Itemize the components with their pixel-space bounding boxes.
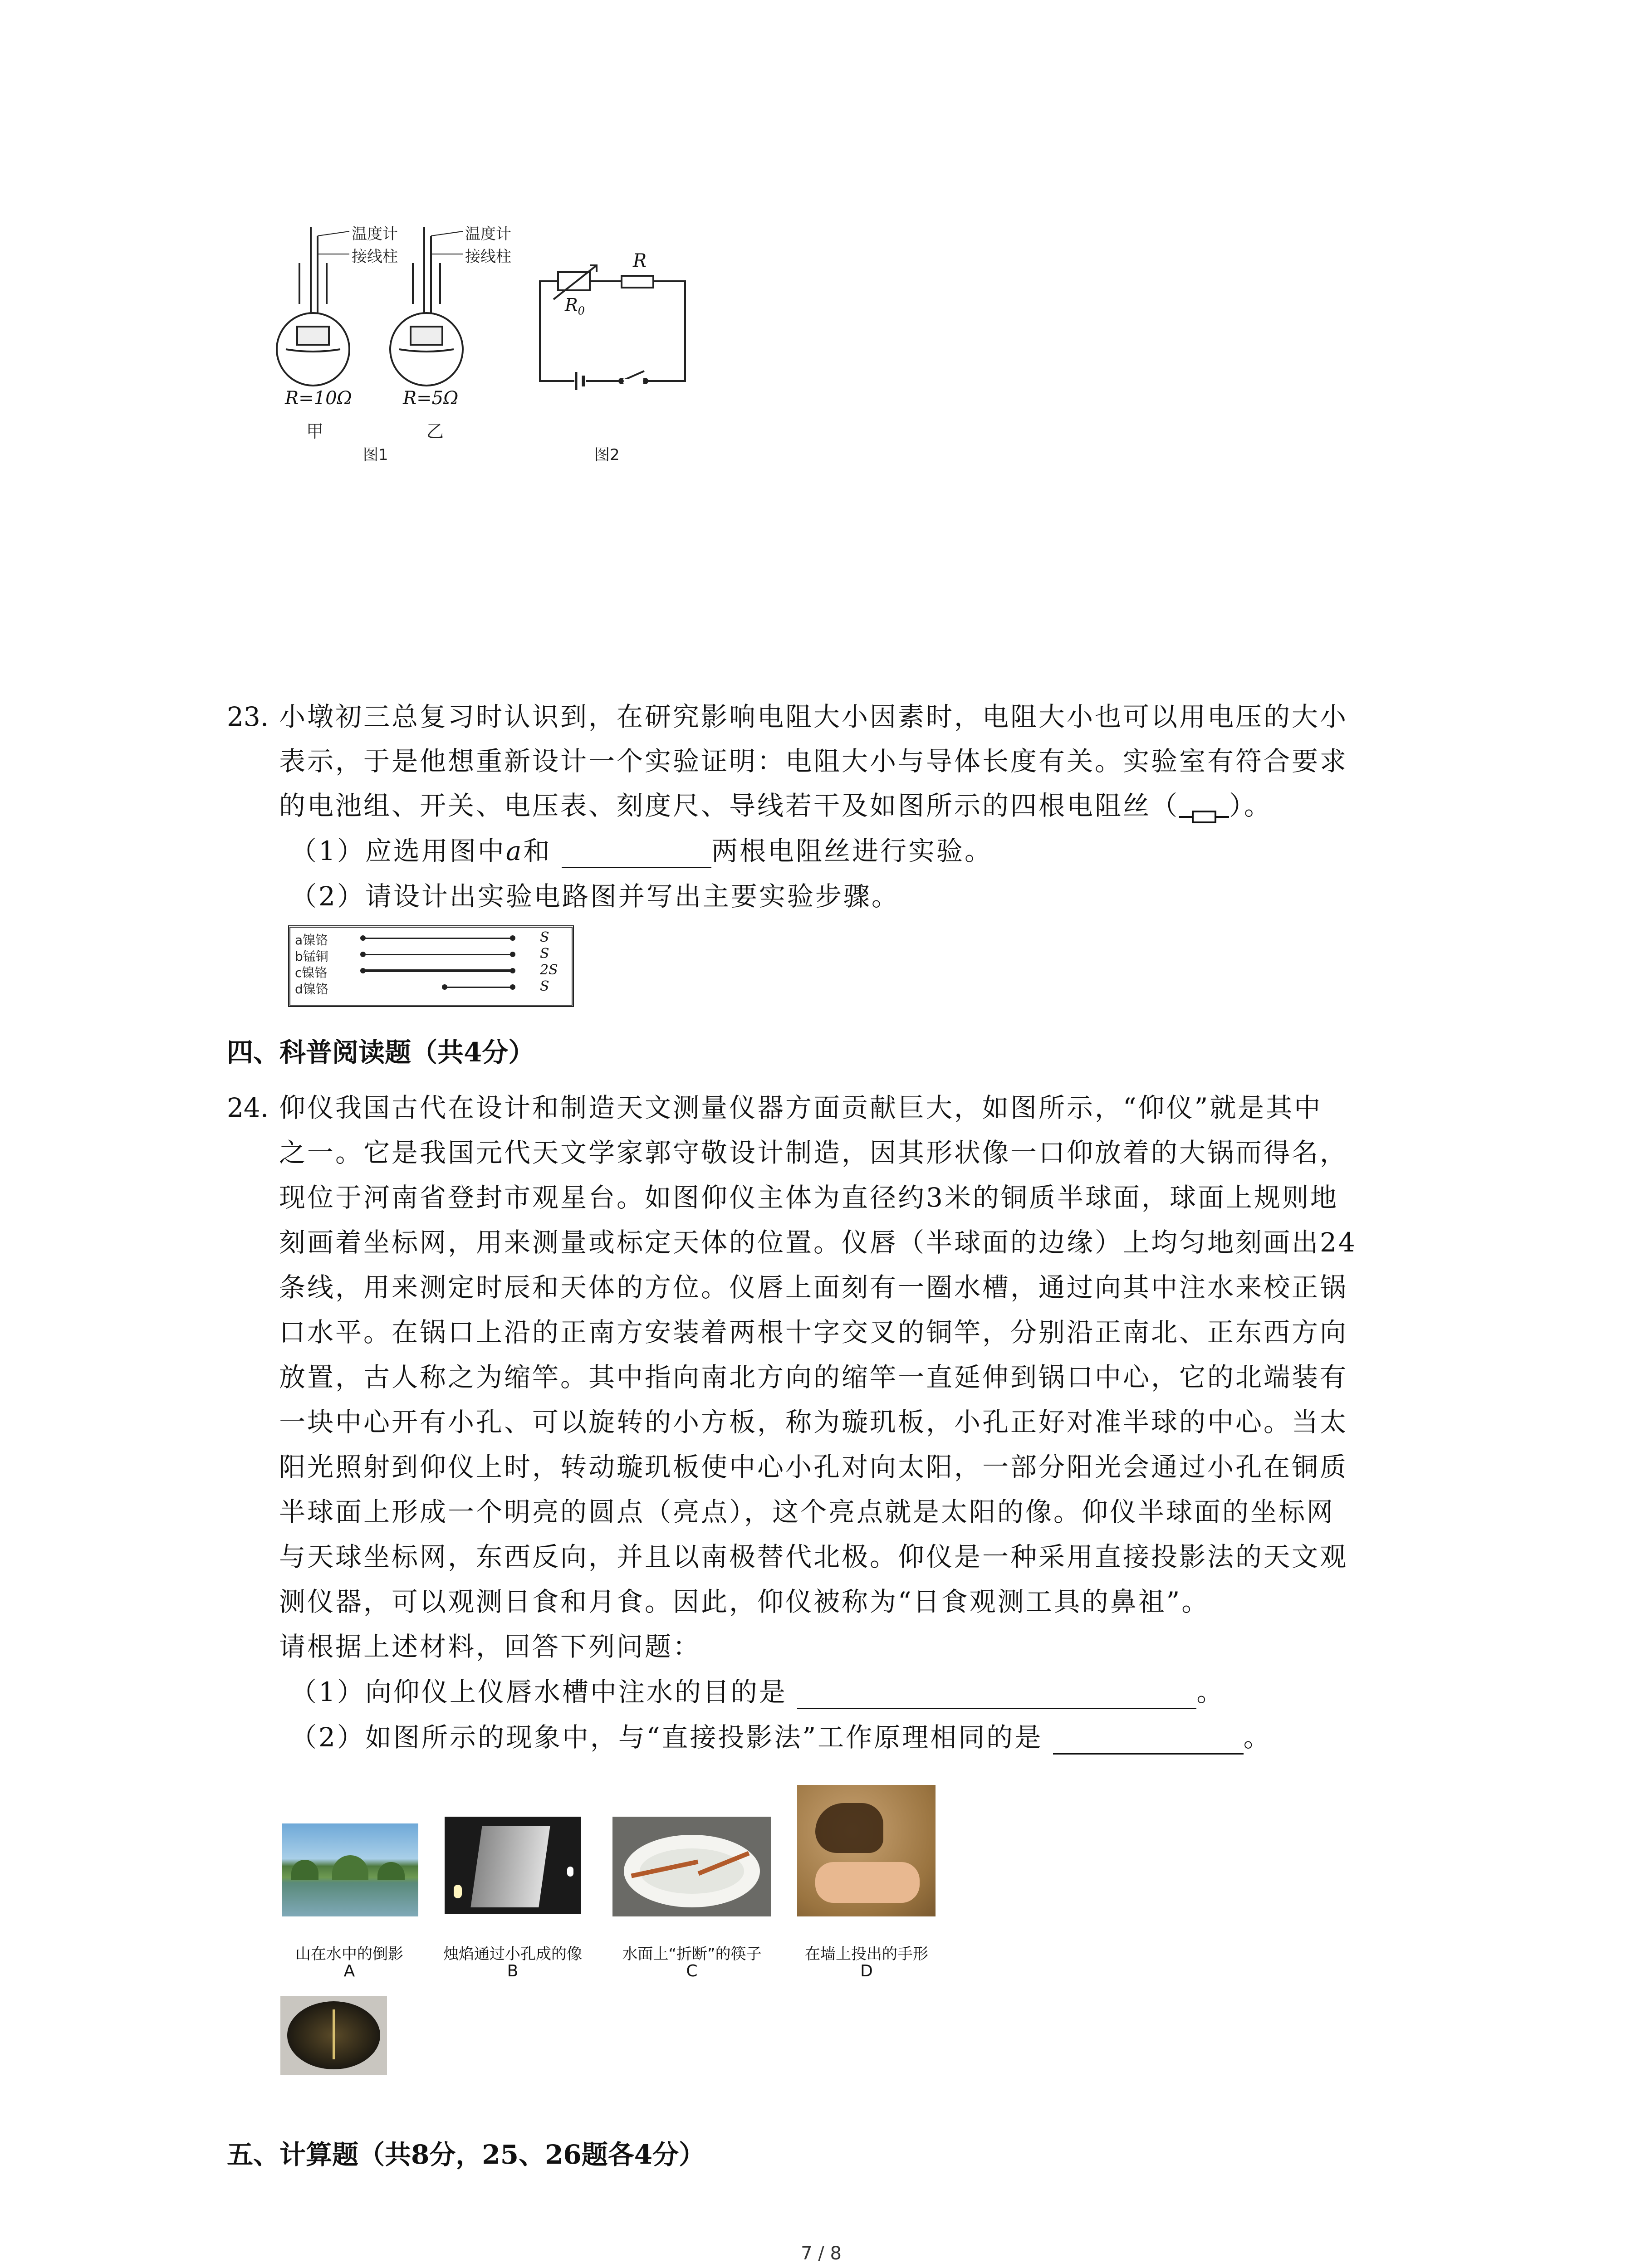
q24-line-6: 口水平。在锅口上沿的正南方安装着两根十字交叉的铜竿，分别沿正南北、正东西方向 xyxy=(279,1317,1348,1348)
option-b-caption: 烛焰通过小孔成的像 xyxy=(443,1945,582,1963)
q23-line-1: 小墩初三总复习时认识到，在研究影响电阻大小因素时，电阻大小也可以用电压的大小 xyxy=(279,701,1348,732)
q23-sub2: （2）请设计出实验电路图并写出主要实验步骤。 xyxy=(290,881,900,912)
option-c-letter: C xyxy=(686,1962,698,1980)
wire-row-a: a镍铬 S xyxy=(295,929,549,948)
flask-name-yi: 乙 xyxy=(426,421,444,441)
q23-line-2: 表示，于是他想重新设计一个实验证明：电阻大小与导体长度有关。实验室有符合要求 xyxy=(279,746,1348,777)
q23-answer-blank[interactable] xyxy=(562,841,711,868)
q24-line-11: 与天球坐标网，东西反向，并且以南极替代北极。仰仪是一种采用直接投影法的天文观 xyxy=(279,1541,1348,1572)
q24-line-12: 测仪器，可以观测日食和月食。因此，仰仪被称为“日食观测工具的鼻祖”。 xyxy=(279,1586,1210,1617)
circuit-r-label: R xyxy=(633,250,647,271)
resistance-label-yi: R=5Ω xyxy=(403,388,459,409)
option-b-letter: B xyxy=(507,1962,519,1980)
q24-line-10: 半球面上形成一个明亮的圆点（亮点），这个亮点就是太阳的像。仰仪半球面的坐标网 xyxy=(279,1496,1335,1527)
q24-sub1: （1）向仰仪上仪唇水槽中注水的目的是 。 xyxy=(290,1675,1225,1709)
q24-answer-blank-2[interactable] xyxy=(1053,1727,1244,1755)
page-number: 7 / 8 xyxy=(801,2243,842,2264)
option-d-caption: 在墙上投出的手形 xyxy=(805,1945,928,1963)
figure-2-circuit xyxy=(531,250,694,472)
wire-row-c: c镍铬 2S xyxy=(295,962,558,980)
thermometer-label-yi: 温度计 xyxy=(465,225,511,243)
q24-answer-blank-1[interactable] xyxy=(797,1681,1196,1709)
q24-line-3: 现位于河南省登封市观星台。如图仰仪主体为直径约3米的铜质半球面，球面上规则地 xyxy=(279,1182,1338,1213)
option-d-image xyxy=(797,1785,936,1916)
flask-name-jia: 甲 xyxy=(306,421,324,441)
option-c-image xyxy=(612,1817,771,1916)
section-5-title: 五、计算题（共8分，25、26题各4分） xyxy=(227,2139,705,2170)
q24-number: 24. xyxy=(227,1092,269,1123)
section-4-title: 四、科普阅读题（共4分） xyxy=(227,1037,535,1068)
q23-number: 23. xyxy=(227,701,269,732)
q23-line-3-text: 的电池组、开关、电压表、刻度尺、导线若干及如图所示的四根电阻丝（ xyxy=(279,790,1180,821)
wire-row-b: b锰铜 S xyxy=(295,946,549,964)
thermometer-label-jia: 温度计 xyxy=(352,225,398,243)
option-a-caption: 山在水中的倒影 xyxy=(295,1945,403,1963)
resistor-symbol-icon xyxy=(1179,799,1229,817)
yangyi-instrument-image xyxy=(280,1996,387,2075)
q24-line-2: 之一。它是我国元代天文学家郭守敬设计制造，因其形状像一口仰放着的大锅而得名， xyxy=(279,1137,1348,1168)
wire-row-d: d镍铬 S xyxy=(295,978,549,997)
wire-figure xyxy=(288,925,574,1007)
q23-sub1: （1）应选用图中a和 两根电阻丝进行实验。 xyxy=(290,834,993,868)
q23-line-3 xyxy=(279,788,1272,823)
q24-line-9: 阳光照射到仰仪上时，转动璇玑板使中心小孔对向太阳，一部分阳光会通过小孔在铜质 xyxy=(279,1452,1348,1482)
terminal-label-jia: 接线柱 xyxy=(352,248,398,266)
option-a-letter: A xyxy=(343,1962,355,1980)
q23-line-3-end: ）。 xyxy=(1229,790,1273,821)
terminal-label-yi: 接线柱 xyxy=(465,248,511,266)
option-b-image xyxy=(445,1817,581,1914)
circuit-diagram xyxy=(531,254,694,390)
resistance-label-jia: R=10Ω xyxy=(285,388,352,409)
q24-sub2: （2）如图所示的现象中，与“直接投影法”工作原理相同的是 。 xyxy=(290,1720,1272,1755)
q24-line-8: 一块中心开有小孔、可以旋转的小方板，称为璇玑板，小孔正好对准半球的中心。当太 xyxy=(279,1407,1348,1437)
q24-line-5: 条线，用来测定时辰和天体的方位。仪唇上面刻有一圈水槽，通过向其中注水来校正锅 xyxy=(279,1272,1348,1303)
option-d-letter: D xyxy=(860,1962,873,1980)
q24-line-1: 仰仪我国古代在设计和制造天文测量仪器方面贡献巨大，如图所示，“仰仪”就是其中 xyxy=(279,1092,1323,1123)
fig1-caption: 图1 xyxy=(363,446,388,464)
figure-1-flasks xyxy=(272,218,526,472)
circuit-r0-label: $R_0$ xyxy=(565,295,585,318)
option-c-caption: 水面上“折断”的筷子 xyxy=(622,1945,762,1963)
q24-line-4: 刻画着坐标网，用来测量或标定天体的位置。仪唇（半球面的边缘）上均匀地刻画出24 xyxy=(279,1227,1357,1258)
fig2-caption: 图2 xyxy=(594,446,620,464)
q24-line-7: 放置，古人称之为缩竿。其中指向南北方向的缩竿一直延伸到锅口中心，它的北端装有 xyxy=(279,1362,1348,1393)
q24-line-13: 请根据上述材料，回答下列问题： xyxy=(279,1631,701,1662)
option-a-image xyxy=(282,1823,418,1916)
